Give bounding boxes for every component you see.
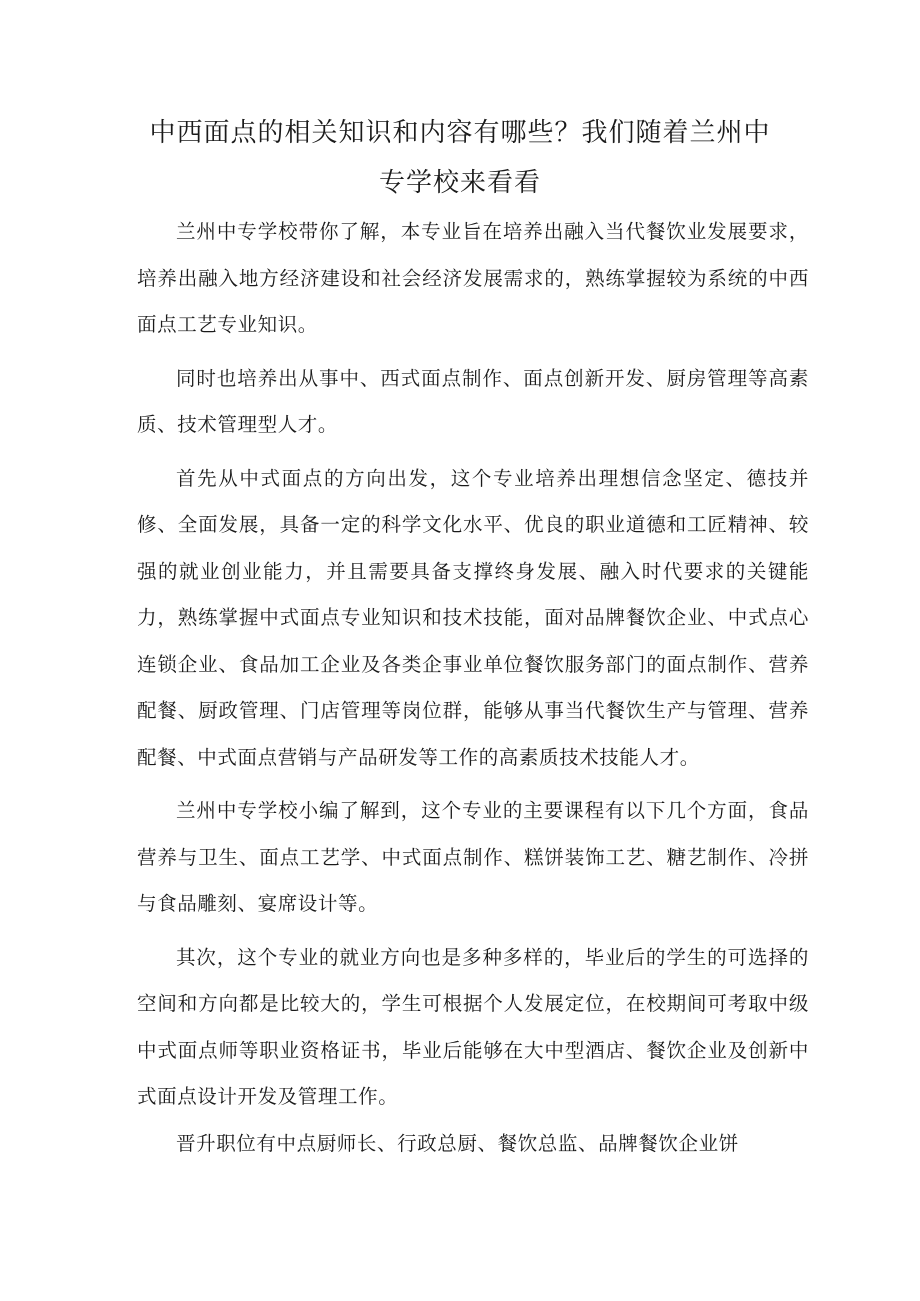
paragraph: 兰州中专学校小编了解到，这个专业的主要课程有以下几个方面，食品营养与卫生、面点工艺学、中式面点制作、糕饼装饰工艺、糖艺制作、冷拼与食品雕刻、宴席设计等。 xyxy=(137,799,809,915)
title-line-1: 中西面点的相关知识和内容有哪些？我们随着兰州中 xyxy=(149,118,771,148)
paragraph: 首先从中式面点的方向出发，这个专业培养出理想信念坚定、德技并修、全面发展，具备一定的科学文化水平、优良的职业道德和工匠精神、较强的就业创业能力，并且需要具备支撑终身发展、融入时代要求的关键能力，熟练掌握中式面点专业知识和技术技能，面对品牌餐饮企业、中式点心连锁企业、食品加工企业及各类企事业单位餐饮服务部门的面点制作、营养配餐、厨政管理、门店管理等岗位群，能够从事当代餐饮生产与管理、营养配餐、中式面点营销与产品研发等工作的高素质技术技能人才。 xyxy=(137,466,809,769)
paragraph: 兰州中专学校带你了解，本专业旨在培养出融入当代餐饮业发展要求，培养出融入地方经济建设和社会经济发展需求的，熟练掌握较为系统的中西面点工艺专业知识。 xyxy=(137,220,809,336)
title-line-2: 专学校来看看 xyxy=(378,168,541,198)
document-title xyxy=(110,108,810,208)
paragraph: 晋升职位有中点厨师长、行政总厨、餐饮总监、品牌餐饮企业饼 xyxy=(176,1131,739,1155)
paragraph: 其次，这个专业的就业方向也是多种多样的，毕业后的学生的可选择的空间和方向都是比较大的，学生可根据个人发展定位，在校期间可考取中级中式面点师等职业资格证书，毕业后能够在大中型酒店、餐饮企业及创新中式面点设计开发及管理工作。 xyxy=(137,945,809,1108)
paragraph: 同时也培养出从事中、西式面点制作、面点创新开发、厨房管理等高素质、技术管理型人才。 xyxy=(137,366,809,436)
document-body xyxy=(137,209,809,1174)
